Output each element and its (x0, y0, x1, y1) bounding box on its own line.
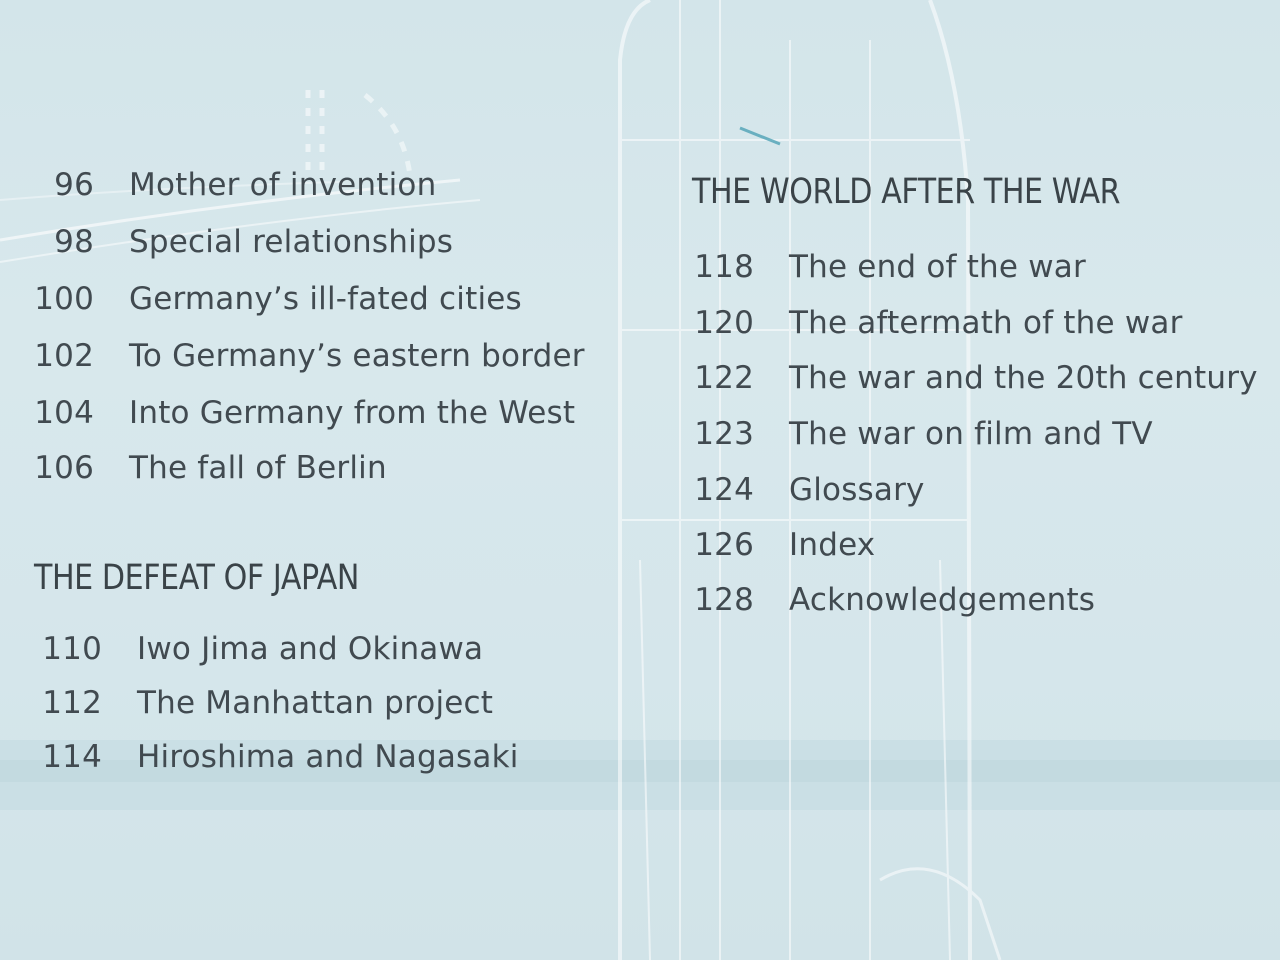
page-number: 122 (694, 360, 754, 396)
page-number: 118 (694, 249, 754, 285)
page-number: 114 (42, 739, 102, 775)
entry-title: Into Germany from the West (129, 395, 576, 431)
page-number: 123 (694, 416, 754, 452)
page-number: 126 (694, 527, 754, 563)
entry-title: Hiroshima and Nagasaki (137, 739, 519, 775)
entry-title: Special relationships (129, 224, 454, 260)
page-number: 104 (34, 395, 94, 431)
page-number: 106 (34, 450, 94, 486)
entry-title: The aftermath of the war (789, 305, 1183, 341)
entry-title: The fall of Berlin (129, 450, 387, 486)
entry-title: The war on film and TV (789, 416, 1153, 452)
section-heading-world-after-war: THE WORLD AFTER THE WAR (692, 172, 1121, 212)
entry-title: Iwo Jima and Okinawa (137, 631, 484, 667)
page-number: 110 (42, 631, 102, 667)
entry-title: The war and the 20th century (789, 360, 1258, 396)
entry-title: Mother of invention (129, 167, 437, 203)
section-heading-defeat-of-japan: THE DEFEAT OF JAPAN (34, 558, 360, 598)
entry-title: The Manhattan project (137, 685, 494, 721)
entry-title: To Germany’s eastern border (129, 338, 585, 374)
page-number: 128 (694, 582, 754, 618)
page-number: 102 (34, 338, 94, 374)
page-number: 112 (42, 685, 102, 721)
page-number: 120 (694, 305, 754, 341)
entry-title: Germany’s ill-fated cities (129, 281, 522, 317)
page-number: 98 (54, 224, 94, 260)
entry-title: Glossary (789, 472, 925, 508)
entry-title: Index (789, 527, 876, 563)
entry-title: Acknowledgements (789, 582, 1096, 618)
page-number: 96 (54, 167, 94, 203)
page-number: 124 (694, 472, 754, 508)
entry-title: The end of the war (789, 249, 1086, 285)
page-number: 100 (34, 281, 94, 317)
